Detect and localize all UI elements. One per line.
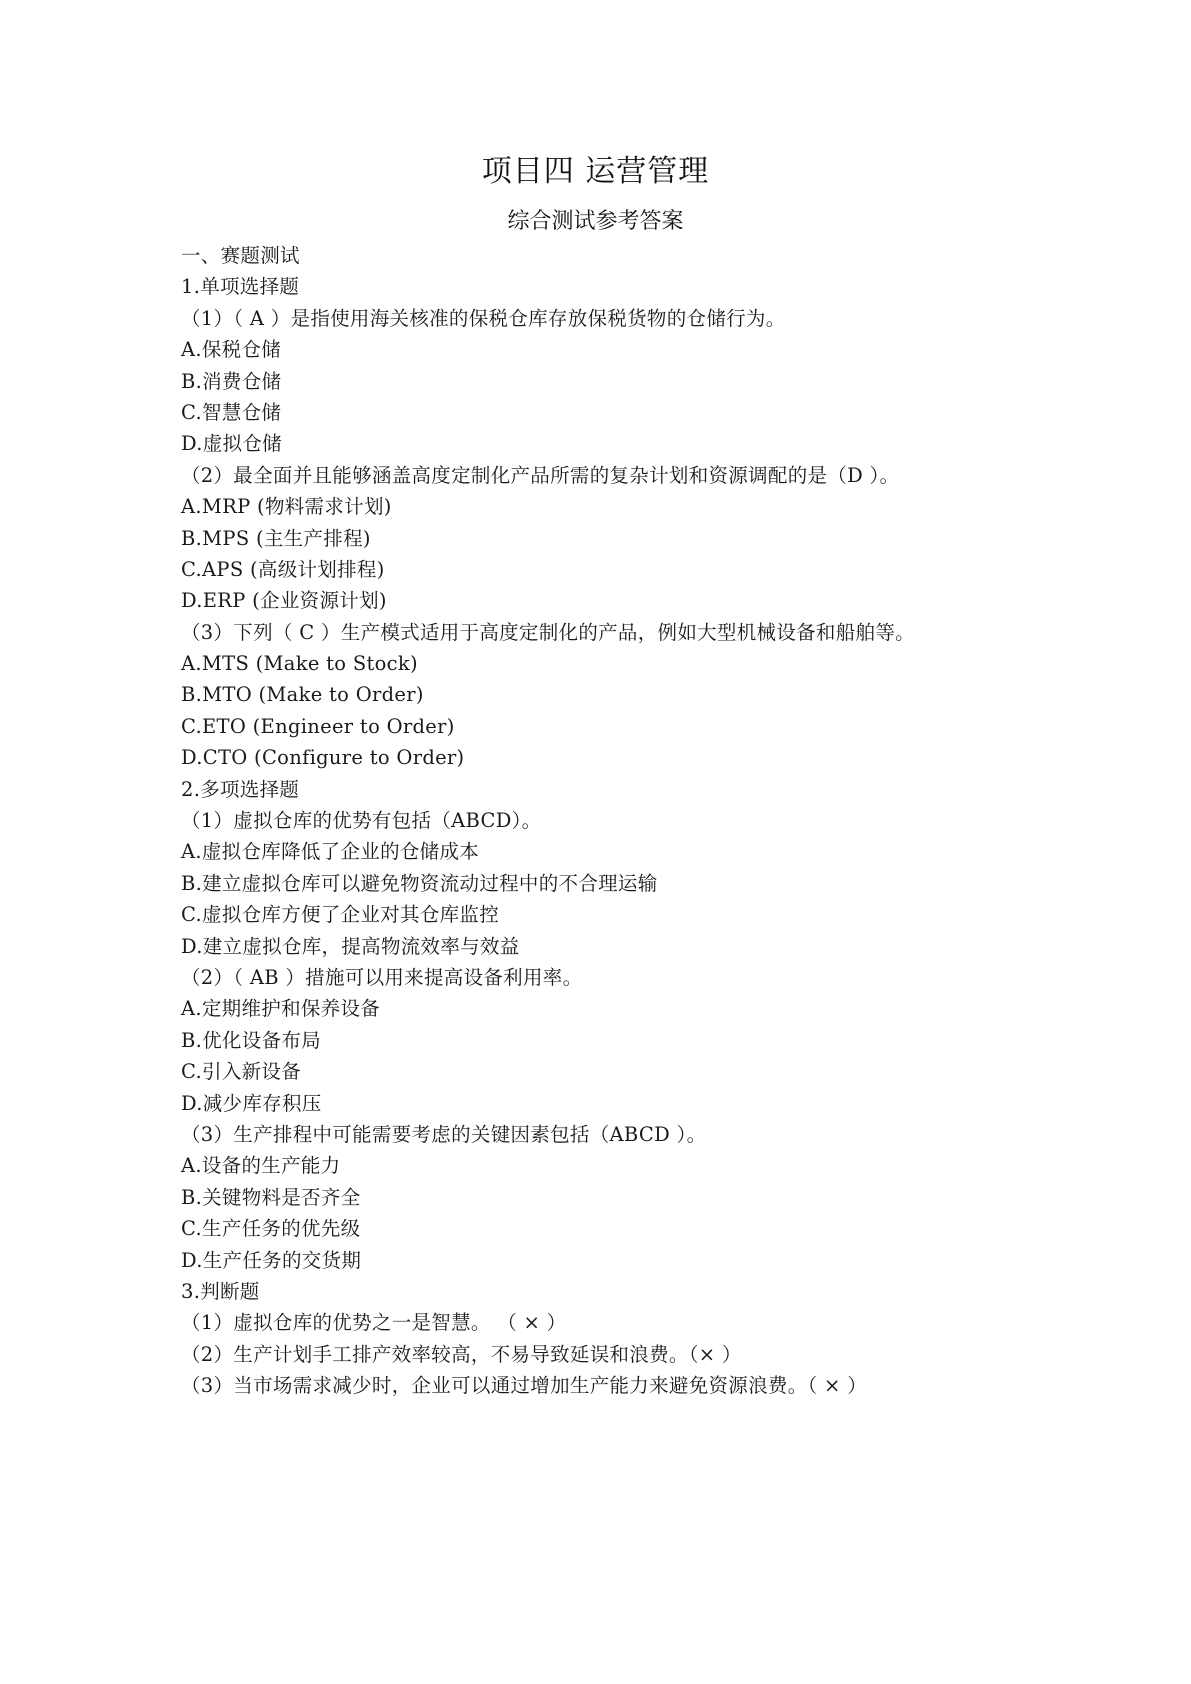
- judgment-question: （3）当市场需求减少时，企业可以通过增加生产能力来避免资源浪费。（ × ）: [181, 1374, 867, 1398]
- option: B.MTO (Make to Order): [181, 683, 424, 707]
- option: B.优化设备布局: [181, 1028, 321, 1052]
- option: A.虚拟仓库降低了企业的仓储成本: [181, 840, 480, 864]
- option: A.设备的生产能力: [181, 1154, 341, 1178]
- option: B.MPS (主生产排程): [181, 526, 371, 550]
- option: A.定期维护和保养设备: [181, 997, 381, 1021]
- subsection-heading: 3.判断题: [181, 1279, 260, 1303]
- question: （2）（ AB ）措施可以用来提高设备利用率。: [181, 965, 583, 989]
- option: B.建立虚拟仓库可以避免物资流动过程中的不合理运输: [181, 871, 658, 895]
- option: C.ETO (Engineer to Order): [181, 714, 455, 738]
- subsection-heading: 2.多项选择题: [181, 777, 300, 801]
- section-heading: 一、赛题测试: [181, 244, 300, 267]
- document-body: [181, 240, 1041, 1401]
- judgment-question: （1）虚拟仓库的优势之一是智慧。 （ × ）: [181, 1311, 567, 1335]
- option: D.ERP (企业资源计划): [181, 589, 387, 613]
- option: D.生产任务的交货期: [181, 1248, 362, 1272]
- question: （1）（ A ）是指使用海关核准的保税仓库存放保税货物的仓储行为。: [181, 306, 786, 330]
- option: C.APS (高级计划排程): [181, 557, 385, 581]
- judgment-question: （2）生产计划手工排产效率较高，不易导致延误和浪费。（× ）: [181, 1342, 742, 1366]
- page-title: 项目四 运营管理: [481, 154, 710, 189]
- option: D.虚拟仓储: [181, 432, 282, 456]
- subsection-heading: 1.单项选择题: [181, 275, 300, 299]
- option: C.引入新设备: [181, 1060, 302, 1084]
- option: A.保税仓储: [181, 338, 282, 362]
- option: A.MRP (物料需求计划): [181, 495, 392, 519]
- option: A.MTS (Make to Stock): [181, 652, 418, 676]
- question: （3）生产排程中可能需要考虑的关键因素包括（ABCD ）。: [181, 1122, 707, 1146]
- option: D.建立虚拟仓库，提高物流效率与效益: [181, 934, 520, 958]
- question: （3）下列（ C ）生产模式适用于高度定制化的产品，例如大型机械设备和船舶等。: [181, 620, 915, 644]
- option: C.智慧仓储: [181, 400, 282, 424]
- page-subtitle: 综合测试参考答案: [507, 209, 684, 234]
- option: D.CTO (Configure to Order): [181, 746, 465, 770]
- option: C.生产任务的优先级: [181, 1217, 361, 1241]
- question: （1）虚拟仓库的优势有包括（ABCD）。: [181, 809, 542, 833]
- option: B.关键物料是否齐全: [181, 1185, 361, 1209]
- option: C.虚拟仓库方便了企业对其仓库监控: [181, 903, 500, 927]
- question: （2）最全面并且能够涵盖高度定制化产品所需的复杂计划和资源调配的是（D ）。: [181, 463, 900, 487]
- option: D.减少库存积压: [181, 1091, 322, 1115]
- option: B.消费仓储: [181, 369, 282, 393]
